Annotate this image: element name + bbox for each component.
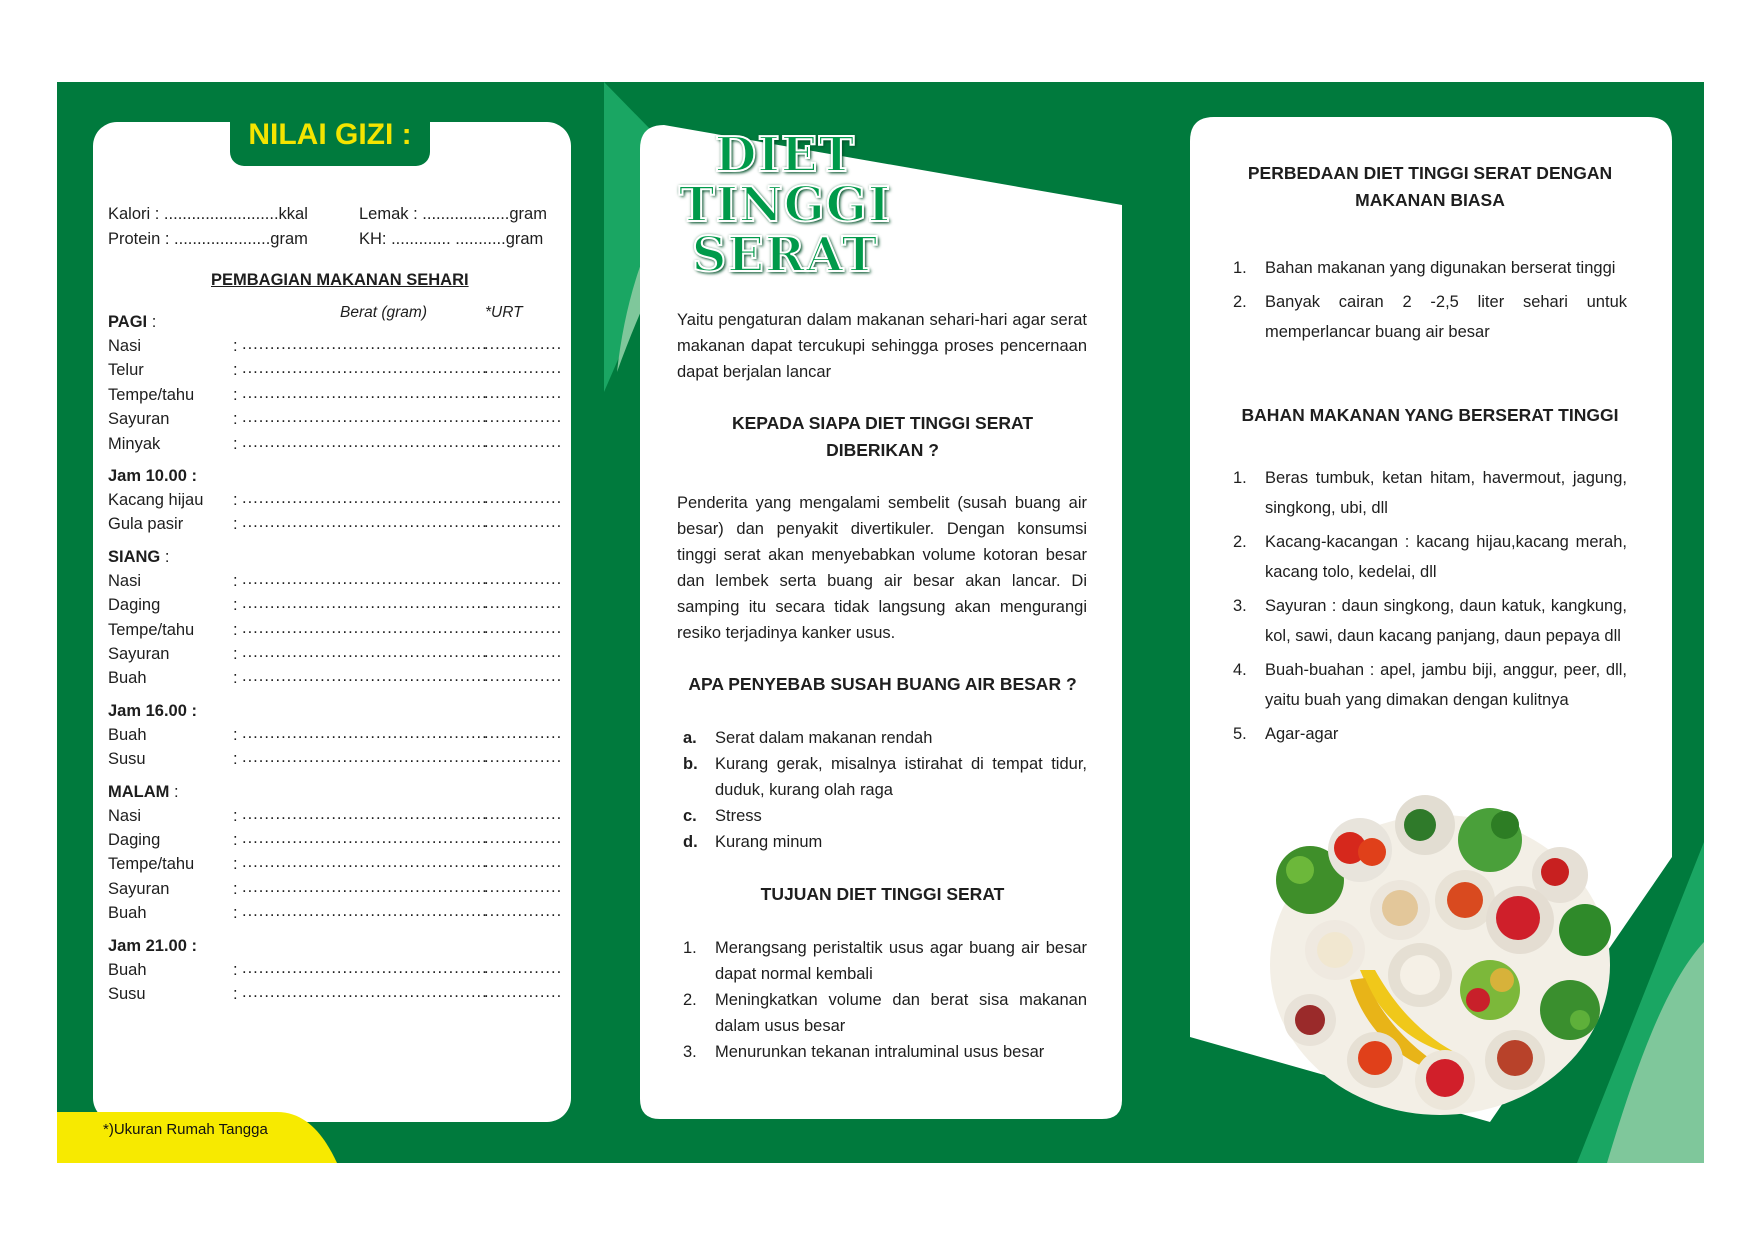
urt-blank: .............. xyxy=(484,335,563,353)
meal-item-name: Susu xyxy=(108,750,146,769)
heading-line: KEPADA SIAPA DIET TINGGI SERAT xyxy=(731,413,1034,433)
meal-item-row xyxy=(108,958,563,982)
meal-item-colon: : xyxy=(233,491,238,509)
meal-item-row xyxy=(108,828,563,852)
urt-blank: .............. xyxy=(484,902,563,921)
high-fiber-foods-list xyxy=(1233,463,1627,753)
meal-item-colon: : xyxy=(233,879,238,898)
urt-blank: .............. xyxy=(484,643,563,661)
meal-plan-title: PEMBAGIAN MAKANAN SEHARI xyxy=(211,271,469,289)
meal-item-name: Tempe/tahu xyxy=(108,620,195,639)
urt-blank: .............. xyxy=(484,958,563,977)
meal-item-row xyxy=(108,593,563,617)
meal-item-row xyxy=(108,877,563,901)
list-text: Stress xyxy=(715,807,762,825)
meal-item-name: Sayuran xyxy=(108,879,170,898)
list-item xyxy=(683,829,1087,855)
list-text: Sayuran : daun singkong, daun katuk, kangkung, kol, sawi, daun kacang panjang, daun pepaya dll xyxy=(1265,597,1627,645)
intro-paragraph: Yaitu pengaturan dalam makanan sehari-hari agar serat makanan dapat tercukupi sehingga proses pencernaan dapat berjalan lancar xyxy=(677,311,1087,381)
heading-line: PERBEDAAN DIET TINGGI SERAT DENGAN xyxy=(1247,163,1613,183)
urt-blank: .............. xyxy=(484,618,563,637)
list-item xyxy=(1233,287,1627,347)
meal-item-row xyxy=(108,723,563,747)
kh-field: KH: ............. ...........gram xyxy=(359,230,544,248)
urt-blank: .............. xyxy=(484,569,563,588)
weight-blank: ............................................ xyxy=(242,958,488,977)
meal-item-colon: : xyxy=(233,571,238,590)
weight-blank: ............................................ xyxy=(242,902,488,921)
list-marker: 3. xyxy=(683,1043,697,1061)
diet-tinggi-serat-title xyxy=(660,127,910,283)
urt-blank: .............. xyxy=(484,667,563,686)
weight-blank: ............................................ xyxy=(242,618,488,637)
urt-blank: .............. xyxy=(484,853,563,872)
meal-item-colon: : xyxy=(233,806,238,825)
meal-item-name: Buah xyxy=(108,669,147,688)
weight-blank: ............................................ xyxy=(242,804,488,823)
meal-item-row xyxy=(108,982,563,1006)
list-marker: 2. xyxy=(683,991,697,1009)
meal-heading-label: Jam 21.00 : xyxy=(108,936,197,955)
meal-item-row xyxy=(108,804,563,828)
difference-list xyxy=(1233,253,1627,351)
meal-heading xyxy=(108,699,197,723)
meal-item-row xyxy=(108,666,563,690)
goal-heading: TUJUAN DIET TINGGI SERAT xyxy=(760,884,1005,904)
goal-list xyxy=(683,935,1087,1065)
list-marker: d. xyxy=(683,833,698,851)
meal-heading-suffix: : xyxy=(160,547,170,566)
list-text: Agar-agar xyxy=(1265,725,1339,743)
meal-heading xyxy=(108,780,179,804)
list-text: Menurunkan tekanan intraluminal usus besar xyxy=(715,1043,1045,1061)
cause-heading: APA PENYEBAB SUSAH BUANG AIR BESAR ? xyxy=(688,674,1077,694)
weight-blank: ............................................ xyxy=(242,383,488,402)
list-text: Merangsang peristaltik usus agar buang air besar dapat normal kembali xyxy=(715,939,1087,983)
urt-blank: .............. xyxy=(484,359,563,378)
meal-item-colon: : xyxy=(233,904,238,923)
weight-blank: ............................................ xyxy=(242,643,488,661)
weight-blank: ............................................ xyxy=(242,853,488,872)
list-text: Kacang-kacangan : kacang hijau,kacang merah, kacang tolo, kedelai, dll xyxy=(1265,533,1627,581)
list-marker: 1. xyxy=(683,939,697,957)
list-marker: 1. xyxy=(1233,469,1247,487)
meal-item-name: Buah xyxy=(108,904,147,923)
meal-item-colon: : xyxy=(233,337,238,355)
weight-blank: ............................................ xyxy=(242,408,488,427)
meal-item-colon: : xyxy=(233,960,238,979)
weight-blank: ............................................ xyxy=(242,829,488,847)
meal-item-name: Susu xyxy=(108,985,146,1003)
meal-item-row xyxy=(108,334,563,358)
meal-item-name: Tempe/tahu xyxy=(108,855,195,874)
list-marker: 3. xyxy=(1233,597,1247,615)
meal-item-colon: : xyxy=(233,750,238,769)
urt-blank: .............. xyxy=(484,489,563,507)
meal-item-name: Buah xyxy=(108,960,147,979)
list-marker: 5. xyxy=(1233,725,1247,743)
difference-heading xyxy=(1200,160,1660,214)
weight-blank: ............................................ xyxy=(242,594,488,613)
kalori-field: Kalori : .........................kkal xyxy=(108,205,308,223)
meal-item-row xyxy=(108,358,563,382)
meal-item-row xyxy=(108,407,563,431)
weight-blank: ............................................ xyxy=(242,359,488,378)
meal-item-row xyxy=(108,642,563,666)
list-item xyxy=(683,1039,1087,1065)
heading-line: MAKANAN BIASA xyxy=(1355,190,1505,210)
meal-item-name: Sayuran xyxy=(108,410,170,429)
meal-item-name: Nasi xyxy=(108,806,142,825)
list-item xyxy=(1233,253,1627,283)
urt-blank: .............. xyxy=(484,594,563,613)
list-item xyxy=(1233,719,1627,749)
urt-column-header: *URT xyxy=(485,304,523,321)
meal-item-row xyxy=(108,747,563,771)
list-marker: 2. xyxy=(1233,293,1247,311)
urt-blank: .............. xyxy=(484,432,563,451)
list-item xyxy=(683,725,1087,751)
title-line: DIET xyxy=(714,127,856,183)
title-line: SERAT xyxy=(691,227,879,283)
weight-blank: ............................................ xyxy=(242,877,488,896)
meal-item-colon: : xyxy=(233,596,238,615)
lemak-field: Lemak : ...................gram xyxy=(359,205,547,223)
meal-heading-label: PAGI xyxy=(108,313,148,331)
urt-blank: .............. xyxy=(484,983,563,1001)
meal-item-colon: : xyxy=(233,985,238,1003)
list-marker: 2. xyxy=(1233,533,1247,551)
list-item xyxy=(1233,591,1627,651)
meal-item-row xyxy=(108,488,563,512)
weight-blank: ............................................ xyxy=(242,569,488,588)
meal-item-row xyxy=(108,432,563,456)
urt-blank: .............. xyxy=(484,408,563,427)
meal-heading xyxy=(108,934,197,958)
urt-blank: .............. xyxy=(484,804,563,823)
vegetables-fruits-illustration-icon xyxy=(1250,790,1625,1130)
weight-blank: ............................................ xyxy=(242,667,488,686)
meal-heading-label: Jam 10.00 : xyxy=(108,467,197,485)
weight-blank: ............................................ xyxy=(242,489,488,507)
nilai-gizi-title: NILAI GIZI : xyxy=(248,118,412,151)
urt-blank: .............. xyxy=(484,723,563,742)
protein-field: Protein : .....................gram xyxy=(108,230,308,248)
list-item xyxy=(1233,463,1627,523)
meal-item-colon: : xyxy=(233,645,238,663)
heading-line: DIBERIKAN ? xyxy=(826,440,939,460)
cause-list xyxy=(683,725,1087,855)
meal-item-row xyxy=(108,512,563,536)
list-item xyxy=(683,803,1087,829)
meal-item-name: Telur xyxy=(108,361,144,380)
list-text: Meningkatkan volume dan berat sisa makanan dalam usus besar xyxy=(715,991,1087,1035)
weight-blank: ............................................ xyxy=(242,723,488,742)
weight-blank: ............................................ xyxy=(242,513,488,532)
list-text: Buah-buahan : apel, jambu biji, anggur, peer, dll, yaitu buah yang dimakan dengan kulitnya xyxy=(1265,661,1627,709)
list-text: Kurang gerak, misalnya istirahat di tempat tidur, duduk, kurang olah raga xyxy=(715,755,1087,799)
weight-blank: ............................................ xyxy=(242,748,488,767)
list-text: Serat dalam makanan rendah xyxy=(715,729,933,747)
list-marker: b. xyxy=(683,755,698,773)
weight-blank: ............................................ xyxy=(242,335,488,353)
urt-blank: .............. xyxy=(484,383,563,402)
list-text: Beras tumbuk, ketan hitam, havermout, jagung, singkong, ubi, dll xyxy=(1265,469,1627,517)
meal-heading xyxy=(108,310,156,334)
meal-item-colon: : xyxy=(233,620,238,639)
list-marker: 1. xyxy=(1233,259,1247,277)
list-item xyxy=(683,751,1087,803)
meal-item-name: Minyak xyxy=(108,434,161,453)
meal-item-row xyxy=(108,569,563,593)
list-text: Banyak cairan 2 -2,5 liter sehari untuk memperlancar buang air besar xyxy=(1265,293,1627,341)
meal-item-name: Daging xyxy=(108,596,161,615)
meal-item-colon: : xyxy=(233,855,238,874)
list-marker: a. xyxy=(683,729,697,747)
urt-blank: .............. xyxy=(484,877,563,896)
meal-item-colon: : xyxy=(233,410,238,429)
list-marker: c. xyxy=(683,807,697,825)
meal-heading-label: MALAM xyxy=(108,782,170,801)
meal-item-name: Daging xyxy=(108,831,161,849)
meal-item-colon: : xyxy=(233,725,238,744)
meal-item-colon: : xyxy=(233,669,238,688)
meal-heading-label: SIANG xyxy=(108,547,161,566)
urt-blank: .............. xyxy=(484,829,563,847)
meal-item-colon: : xyxy=(233,515,238,534)
urt-footnote: *)Ukuran Rumah Tangga xyxy=(103,1121,268,1138)
list-item xyxy=(683,987,1087,1039)
list-item xyxy=(683,935,1087,987)
list-text: Kurang minum xyxy=(715,833,823,851)
meal-item-name: Kacang hijau xyxy=(108,491,204,509)
list-item xyxy=(1233,655,1627,715)
title-line: TINGGI xyxy=(678,177,892,233)
urt-blank: .............. xyxy=(484,748,563,767)
meal-item-row xyxy=(108,383,563,407)
berat-column-header: Berat (gram) xyxy=(340,304,427,321)
meal-heading xyxy=(108,464,197,488)
meal-item-name: Gula pasir xyxy=(108,515,184,534)
meal-heading-label: Jam 16.00 : xyxy=(108,701,197,720)
list-marker: 4. xyxy=(1233,661,1247,679)
meal-item-row xyxy=(108,618,563,642)
meal-item-name: Tempe/tahu xyxy=(108,385,195,404)
list-item xyxy=(1233,527,1627,587)
list-text: Bahan makanan yang digunakan berserat tinggi xyxy=(1265,259,1616,277)
meal-item-colon: : xyxy=(233,831,238,849)
meal-item-name: Buah xyxy=(108,725,147,744)
who-heading xyxy=(660,410,1105,464)
meal-item-row xyxy=(108,901,563,925)
meal-item-name: Nasi xyxy=(108,571,142,590)
high-fiber-foods-heading: BAHAN MAKANAN YANG BERSERAT TINGGI xyxy=(1241,405,1619,425)
meal-item-colon: : xyxy=(233,385,238,404)
who-paragraph: Penderita yang mengalami sembelit (susah buang air besar) dan penyakit divertikuler. Dengan konsumsi tinggi serat akan menyebabkan volume kotoran besar dan lembek serta buang air besar akan lancar. Di samping itu secara tidak langsung akan mengurangi resiko terjadinya kanker usus. xyxy=(677,494,1087,642)
meal-item-name: Nasi xyxy=(108,337,142,355)
meal-item-name: Sayuran xyxy=(108,645,170,663)
meal-item-colon: : xyxy=(233,434,238,453)
meal-heading-suffix: : xyxy=(147,313,157,331)
meal-heading xyxy=(108,545,169,569)
meal-item-colon: : xyxy=(233,361,238,380)
weight-blank: ............................................ xyxy=(242,983,488,1001)
meal-heading-suffix: : xyxy=(169,782,179,801)
urt-blank: .............. xyxy=(484,513,563,532)
meal-item-row xyxy=(108,852,563,876)
weight-blank: ............................................ xyxy=(242,432,488,451)
